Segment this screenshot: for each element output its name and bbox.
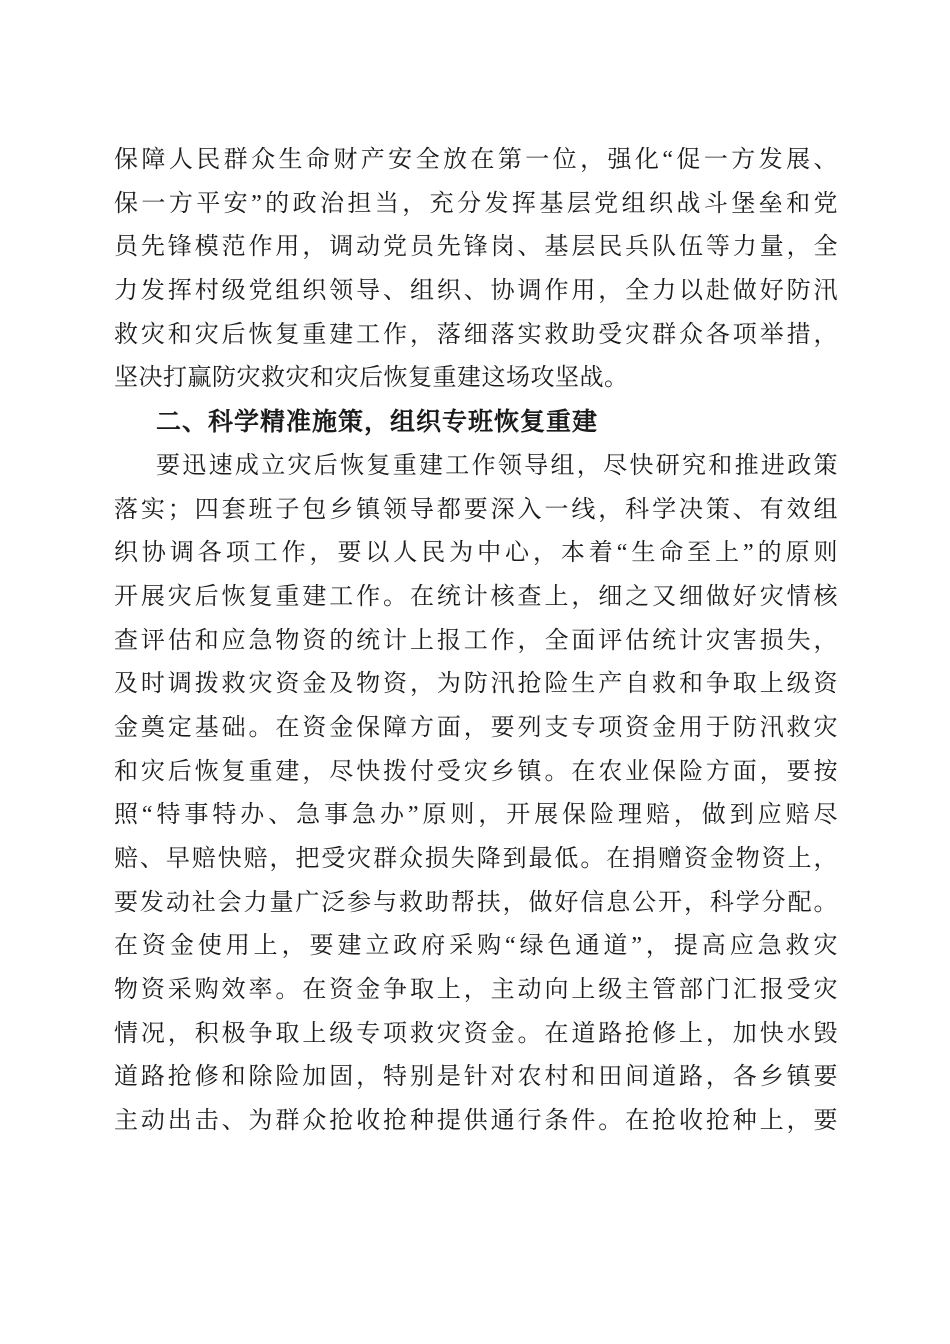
document-line: 道路抢修和除险加固，特别是针对农村和田间道路，各乡镇要 — [114, 1064, 838, 1091]
document-line: 及时调拨救灾资金及物资，为防汛抢险生产自救和争取上级资 — [114, 671, 838, 698]
document-line: 要发动社会力量广泛参与救助帮扶，做好信息公开，科学分配。 — [114, 889, 838, 916]
document-line: 要迅速成立灾后恢复重建工作领导组，尽快研究和推进政策 — [156, 452, 838, 479]
document-line: 织协调各项工作，要以人民为中心，本着“生命至上”的原则 — [114, 540, 838, 567]
document-body — [114, 139, 838, 1144]
document-line: 情况，积极争取上级专项救灾资金。在道路抢修上，加快水毁 — [114, 1020, 838, 1047]
section-heading: 二、科学精准施策，组织专班恢复重建 — [156, 408, 599, 437]
document-line: 保障人民群众生命财产安全放在第一位，强化“促一方发展、 — [114, 147, 838, 173]
document-line: 开展灾后恢复重建工作。在统计核查上，细之又细做好灾情核 — [114, 583, 838, 610]
document-line: 力发挥村级党组织领导、组织、协调作用，全力以赴做好防汛 — [114, 278, 838, 305]
document-line: 和灾后恢复重建，尽快拨付受灾乡镇。在农业保险方面，要按 — [114, 758, 838, 785]
document-line: 金奠定基础。在资金保障方面，要列支专项资金用于防汛救灾 — [114, 714, 838, 741]
document-line: 救灾和灾后恢复重建工作，落细落实救助受灾群众各项举措， — [114, 321, 838, 348]
document-line: 查评估和应急物资的统计上报工作，全面评估统计灾害损失， — [114, 627, 838, 654]
document-line: 保一方平安”的政治担当，充分发挥基层党组织战斗堡垒和党 — [114, 190, 838, 217]
document-line: 坚决打赢防灾救灾和灾后恢复重建这场攻坚战。 — [114, 365, 629, 392]
document-line: 主动出击、为群众抢收抢种提供通行条件。在抢收抢种上，要 — [114, 1108, 838, 1135]
document-line: 照“特事特办、急事急办”原则，开展保险理赔，做到应赔尽 — [114, 802, 838, 829]
document-line: 员先锋模范作用，调动党员先锋岗、基层民兵队伍等力量，全 — [114, 234, 838, 261]
document-line: 物资采购效率。在资金争取上，主动向上级主管部门汇报受灾 — [114, 977, 838, 1004]
document-line: 在资金使用上，要建立政府采购“绿色通道”，提高应急救灾 — [114, 933, 838, 960]
document-line: 落实；四套班子包乡镇领导都要深入一线，科学决策、有效组 — [114, 496, 838, 523]
document-line: 赔、早赔快赔，把受灾群众损失降到最低。在捐赠资金物资上， — [114, 846, 838, 872]
